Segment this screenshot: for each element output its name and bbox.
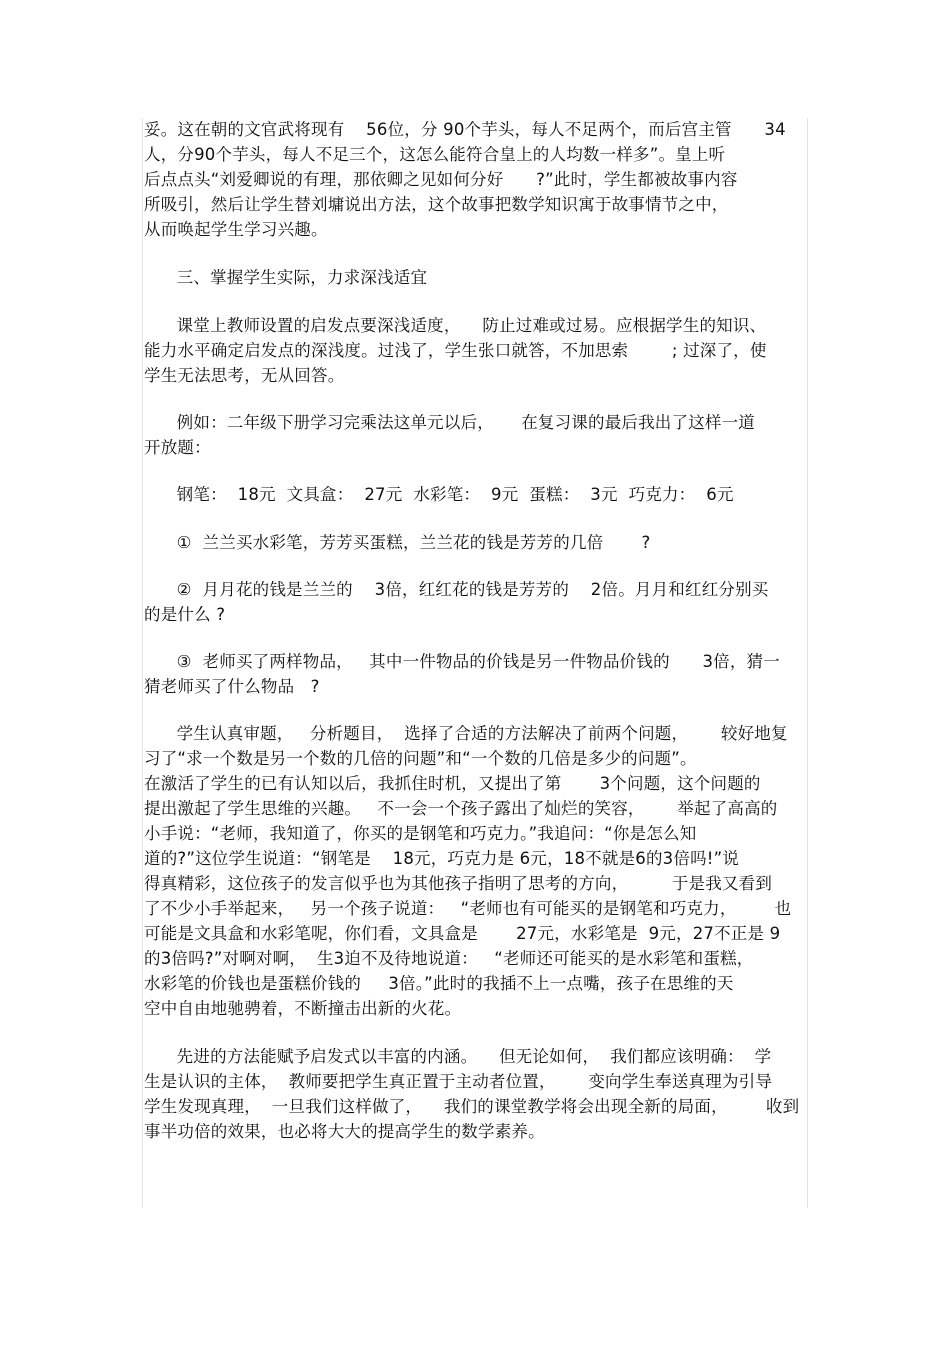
text-line: 从而唤起学生学习兴趣。 (144, 220, 328, 239)
question-2-cont: 的是什么 ? (144, 605, 226, 624)
text-line: 人，分90个芋头，每人不足三个，这怎么能符合皇上的人均数一样多”。皇上听 (144, 145, 726, 164)
question-3-cont: 猜老师买了什么物品 ? (144, 677, 320, 696)
text-line: 了不少小手举起来， 另一个孩子说道： “老师也有可能买的是钢笔和巧克力， 也 (144, 899, 792, 918)
text-line: 得真精彩，这位孩子的发言似乎也为其他孩子指明了思考的方向， 于是我又看到 (144, 874, 773, 893)
text-line: 的3倍吗?”对啊对啊， 生3迫不及待地说道： “老师还可能买的是水彩笔和蛋糕， (144, 949, 754, 968)
text-line: 水彩笔的价钱也是蛋糕价钱的 3倍。”此时的我插不上一点嘴，孩子在思维的天 (144, 974, 734, 993)
text-line: 课堂上教师设置的启发点要深浅适度， 防止过难或过易。应根据学生的知识、 (144, 316, 767, 335)
text-line: 可能是文具盒和水彩笔呢，你们看，文具盒是 27元，水彩笔是 9元，27不正是 9 (144, 924, 781, 943)
text-line: 能力水平确定启发点的深浅度。过浅了，学生张口就答，不加思索 ; 过深了，使 (144, 341, 767, 360)
text-line: 小手说：“老师，我知道了，你买的是钢笔和巧克力。”我追问：“你是怎么知 (144, 824, 697, 843)
question-2: ② 月月花的钱是兰兰的 3倍，红红花的钱是芳芳的 2倍。月月和红红分别买 (144, 580, 769, 599)
text-line: 所吸引，然后让学生替刘墉说出方法，这个故事把数学知识寓于故事情节之中， (144, 195, 729, 214)
text-line: 生是认识的主体， 教师要把学生真正置于主动者位置， 变向学生奉送真理为引导 (144, 1072, 773, 1091)
text-line: 例如：二年级下册学习完乘法这单元以后， 在复习课的最后我出了这样一道 (144, 413, 755, 432)
text-line: 学生认真审题， 分析题目， 选择了合适的方法解决了前两个问题， 较好地复 (144, 724, 788, 743)
text-line: 习了“求一个数是另一个数的几倍的问题”和“一个数的几倍是多少的问题”。 (144, 749, 697, 768)
section-heading: 三、掌握学生实际，力求深浅适宜 (144, 268, 428, 287)
text-line: 后点点头“刘爱卿说的有理，那依卿之见如何分好 ?”此时，学生都被故事内容 (144, 170, 738, 189)
text-line: 妥。这在朝的文官武将现有 56位，分 90个芋头，每人不足两个，而后宫主管 34 (144, 120, 786, 139)
text-line: 先进的方法能赋予启发式以丰富的内涵。 但无论如何， 我们都应该明确： 学 (144, 1047, 772, 1066)
text-line: 学生无法思考，无从回答。 (144, 366, 345, 385)
text-line: 提出激起了学生思维的兴趣。 不一会一个孩子露出了灿烂的笑容， 举起了高高的 (144, 799, 778, 818)
price-list: 钢笔： 18元 文具盒： 27元 水彩笔： 9元 蛋糕： 3元 巧克力： 6元 (144, 485, 734, 504)
text-line: 在激活了学生的已有认知以后，我抓住时机，又提出了第 3个问题，这个问题的 (144, 774, 761, 793)
text-line: 开放题： (144, 438, 211, 457)
text-line: 道的?”这位学生说道：“钢笔是 18元，巧克力是 6元，18不就是6的3倍吗!”说 (144, 849, 740, 868)
text-line: 空中自由地驰骋着，不断撞击出新的火花。 (144, 999, 462, 1018)
question-1: ① 兰兰买水彩笔，芳芳买蛋糕，兰兰花的钱是芳芳的几倍 ? (144, 533, 651, 552)
text-line: 学生发现真理， 一旦我们这样做了， 我们的课堂教学将会出现全新的局面， 收到 (144, 1097, 800, 1116)
text-line: 事半功倍的效果，也必将大大的提高学生的数学素养。 (144, 1122, 545, 1141)
question-3: ③ 老师买了两样物品， 其中一件物品的价钱是另一件物品价钱的 3倍，猜一 (144, 652, 780, 671)
